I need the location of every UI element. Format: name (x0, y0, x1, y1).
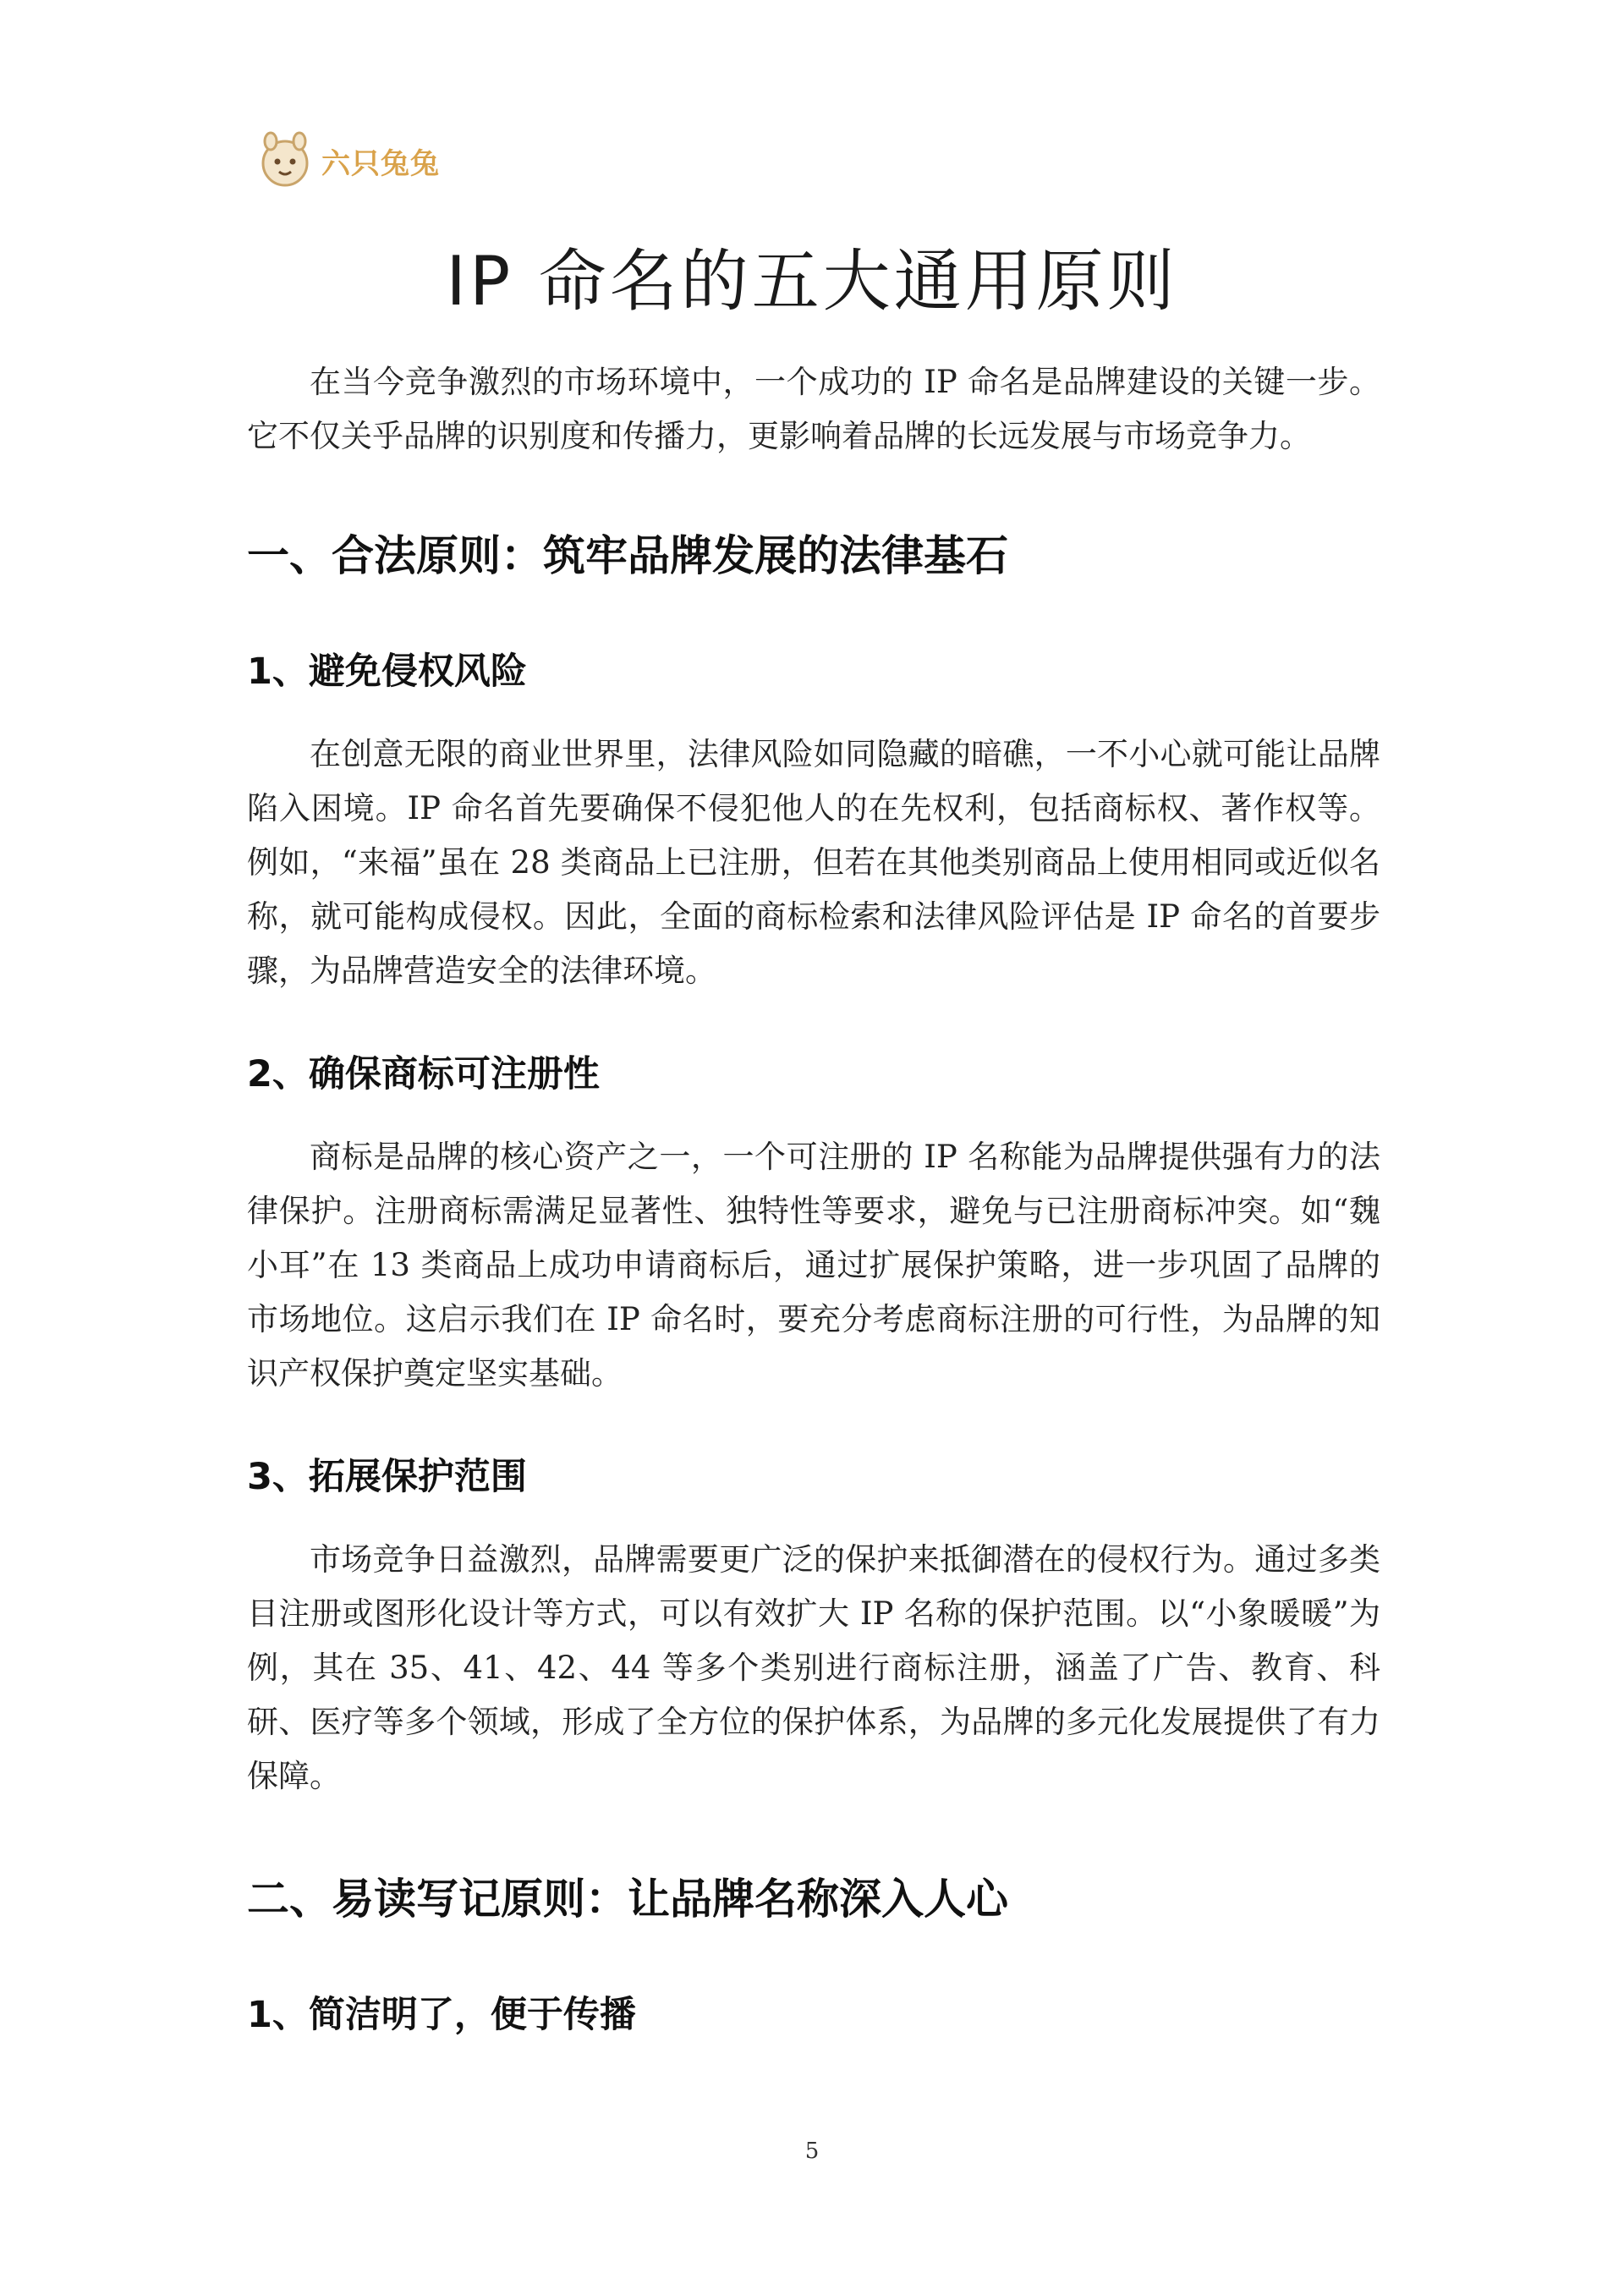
paragraph-avoid-infringement: 在创意无限的商业世界里，法律风险如同隐藏的暗礁，一不小心就可能让品牌陷入困境。IP 命名首先要确保不侵犯他人的在先权利，包括商标权、著作权等。例如，“来福”虽在 28 类商品上已注册，但若在其他类别商品上使用相同或近似名称，就可能构成侵权。因此，全面的商标检索和法律风险评估是 IP 命名的首要步骤，为品牌营造安全的法律环境。 (247, 736, 1380, 989)
header-logo (254, 127, 457, 195)
subheading-trademark-registrability: 2、确保商标可注册性 (247, 1053, 600, 1095)
subheading-concise: 1、简洁明了，便于传播 (247, 1994, 636, 2036)
intro-paragraph: 在当今竞争激烈的市场环境中，一个成功的 IP 命名是品牌建设的关键一步。它不仅关乎品牌的识别度和传播力，更影响着品牌的长远发展与市场竞争力。 (247, 364, 1380, 454)
subheading-avoid-infringement: 1、避免侵权风险 (247, 651, 527, 693)
paragraph-trademark-registrability: 商标是品牌的核心资产之一，一个可注册的 IP 名称能为品牌提供强有力的法律保护。注册商标需满足显著性、独特性等要求，避免与已注册商标冲突。如“魏小耳”在 13 类商品上成功申请商标后，通过扩展保护策略，进一步巩固了品牌的市场地位。这启示我们在 IP 命名时，要充分考虑商标注册的可行性，为品牌的知识产权保护奠定坚实基础。 (247, 1139, 1380, 1392)
page-title: IP 命名的五大通用原则 (446, 242, 1178, 321)
section-heading-readability: 二、易读写记原则：让品牌名称深入人心 (247, 1875, 1008, 1924)
mascot-head-icon (254, 129, 316, 192)
paragraph-expand-protection: 市场竞争日益激烈，品牌需要更广泛的保护来抵御潜在的侵权行为。通过多类目注册或图形化设计等方式，可以有效扩大 IP 名称的保护范围。以“小象暖暖”为例，其在 35、41、42、44 等多个类别进行商标注册，涵盖了广告、教育、科研、医疗等多个领域，形成了全方位的保护体系，为品牌的多元化发展提供了有力保障。 (247, 1541, 1380, 1794)
document-body (247, 355, 1380, 2040)
section-heading-legal: 一、合法原则：筑牢品牌发展的法律基石 (247, 531, 1008, 580)
logo-text: 六只兔兔 (321, 146, 440, 181)
subheading-expand-protection: 3、拓展保护范围 (247, 1456, 527, 1498)
page-number: 5 (804, 2139, 820, 2164)
